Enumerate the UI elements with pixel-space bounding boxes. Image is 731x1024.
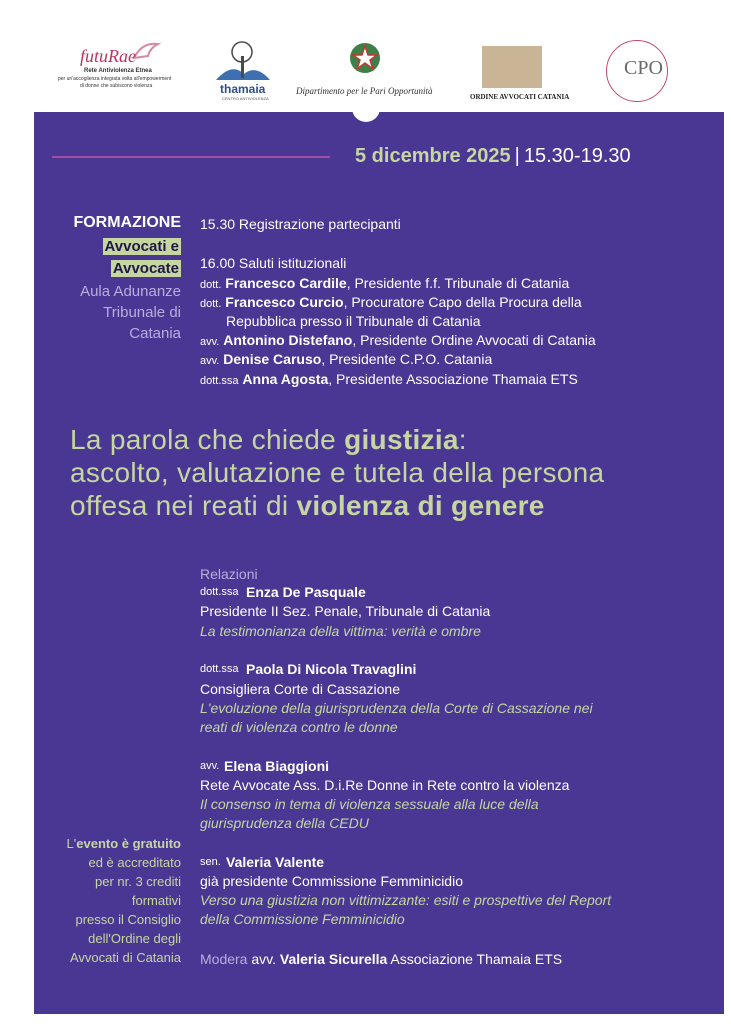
speaker-row [200, 294, 582, 310]
venue-line-3: Catania [129, 325, 181, 342]
registration-item: 15.30 Registrazione partecipanti [200, 216, 401, 232]
speaker-role: , Presidente C.P.O. Catania [321, 351, 493, 367]
speaker-row [200, 332, 596, 348]
speaker-role: , Presidente Ordine Avvocati di Catania [352, 332, 596, 348]
moderator-label: Modera [200, 951, 248, 967]
bird-icon [132, 40, 162, 62]
note-prefix: L' [66, 836, 77, 851]
note-line: per nr. 3 crediti [95, 874, 181, 889]
note-line: dell'Ordine degli [88, 931, 181, 946]
relatore-topic-continued: reati di violenza contro le donne [200, 719, 398, 735]
cpo-name: CPO [624, 57, 663, 79]
speaker-name: Denise Caruso [223, 351, 322, 367]
headline-part: offesa nei reati di [70, 490, 297, 521]
relatore-topic-continued: giurisprudenza della CEDU [200, 815, 369, 831]
headline-bold: violenza di genere [296, 490, 545, 521]
thamaia-logo [212, 40, 276, 102]
event-time: 15.30-19.30 [523, 145, 631, 167]
note-line: presso il Consiglio [75, 912, 181, 927]
speaker-name: Francesco Cardile [225, 275, 347, 291]
speaker-row [200, 371, 578, 387]
relatore-topic: L'evoluzione della giurisprudenza della Corte di Cassazione nei [200, 700, 593, 716]
relatore-topic: Verso una giustizia non vittimizzante: esiti e prospettive del Report [200, 892, 612, 908]
audience-line-2: Avvocate [112, 260, 179, 277]
ordine-avvocati-logo [468, 42, 570, 102]
relatore-title: avv. [200, 760, 220, 772]
speaker-title: avv. [200, 355, 220, 367]
italian-emblem-icon [348, 40, 382, 76]
speaker-role: , Procuratore Capo della Procura della [343, 294, 582, 310]
tree-icon [212, 40, 272, 84]
relatore-topic: Il consenso in tema di violenza sessuale alla luce della [200, 796, 539, 812]
relatore-role: Rete Avvocate Ass. D.i.Re Donne in Rete contro la violenza [200, 777, 570, 793]
thamaia-subtitle: CENTRO ANTIVIOLENZA [222, 96, 269, 101]
audience-line-1: Avvocati e [104, 238, 179, 255]
event-date [355, 145, 631, 168]
free-event-note [67, 836, 181, 851]
relatore-role: già presidente Commissione Femminicidio [200, 873, 463, 889]
formazione-line-1 [103, 238, 181, 255]
futurae-name: futuRae [80, 46, 136, 66]
cpo-logo [606, 40, 668, 102]
headline-part: La parola che chiede [70, 424, 345, 455]
headline-line-2: ascolto, valutazione e tutela della persona [70, 457, 605, 488]
speaker-name: Antonino Distefano [223, 332, 353, 348]
note-highlight: evento è gratuito [76, 836, 181, 851]
note-line: Avvocati di Catania [69, 950, 181, 965]
formazione-line-2 [111, 260, 181, 277]
speaker-role-continued: Repubblica presso il Tribunale di Catania [226, 313, 481, 329]
note-line: formativi [131, 893, 181, 908]
relatore-name: Paola Di Nicola Travaglini [246, 661, 417, 677]
logo-bar [0, 0, 731, 112]
relatore-name: Enza De Pasquale [246, 584, 366, 600]
speaker-title: dott.ssa [200, 375, 239, 387]
formazione-title: FORMAZIONE [73, 214, 181, 231]
relatore-title: dott.ssa [200, 663, 239, 675]
greetings-item: 16.00 Saluti istituzionali [200, 255, 347, 271]
futurae-title: Rete Antiviolenza Etnea [84, 68, 152, 74]
note-line: ed è accreditato [88, 855, 181, 870]
futurae-subtitle-2: di donne che subiscono violenza [80, 83, 153, 89]
relatore-topic: La testimonianza della vittima: verità e ombre [200, 623, 481, 639]
venue-line-2: Tribunale di [103, 304, 181, 321]
speaker-row [200, 275, 569, 291]
relazioni-label: Relazioni [200, 566, 258, 582]
divider-line [52, 156, 330, 158]
ordine-avvocati-image [482, 46, 542, 88]
relatore-name: Elena Biaggioni [224, 758, 330, 774]
headline-colon: : [458, 424, 467, 455]
relatore-role: Consigliera Corte di Cassazione [200, 681, 400, 697]
relatore-name: Valeria Valente [226, 854, 325, 870]
relatore-title: dott.ssa [200, 586, 239, 598]
moderator-name: Valeria Sicurella [279, 951, 388, 967]
speaker-role: , Presidente f.f. Tribunale di Catania [346, 275, 570, 291]
event-day: 5 dicembre 2025 [355, 145, 511, 167]
relatore-role: Presidente II Sez. Penale, Tribunale di Catania [200, 603, 491, 619]
headline-line-3 [70, 490, 545, 522]
speaker-role: , Presidente Associazione Thamaia ETS [328, 371, 578, 387]
date-separator: | [514, 145, 520, 167]
speaker-title: avv. [200, 336, 220, 348]
speaker-row [200, 351, 492, 367]
venue-line-1: Aula Adunanze [80, 283, 181, 300]
moderator-title: avv. [251, 951, 276, 967]
thamaia-name: thamaia [220, 82, 266, 96]
speaker-name: Anna Agosta [242, 371, 329, 387]
futurae-logo [58, 40, 182, 102]
speaker-title: dott. [200, 298, 222, 310]
headline-bold: giustizia [344, 424, 459, 455]
dipartimento-name: Dipartimento per le Pari Opportunità [296, 86, 433, 96]
relatore-title: sen. [200, 856, 221, 868]
dipartimento-logo [296, 40, 476, 102]
headline-line-1 [70, 424, 467, 456]
speaker-name: Francesco Curcio [225, 294, 344, 310]
moderator-org: Associazione Thamaia ETS [390, 951, 563, 967]
speaker-title: dott. [200, 279, 222, 291]
relatore-topic-continued: della Commissione Femminicidio [200, 911, 405, 927]
futurae-subtitle-1: per un'accoglienza integrata volta all'empowerment [58, 76, 172, 82]
ordine-avvocati-name: ORDINE AVVOCATI CATANIA [470, 93, 570, 101]
moderator-line [200, 951, 562, 967]
